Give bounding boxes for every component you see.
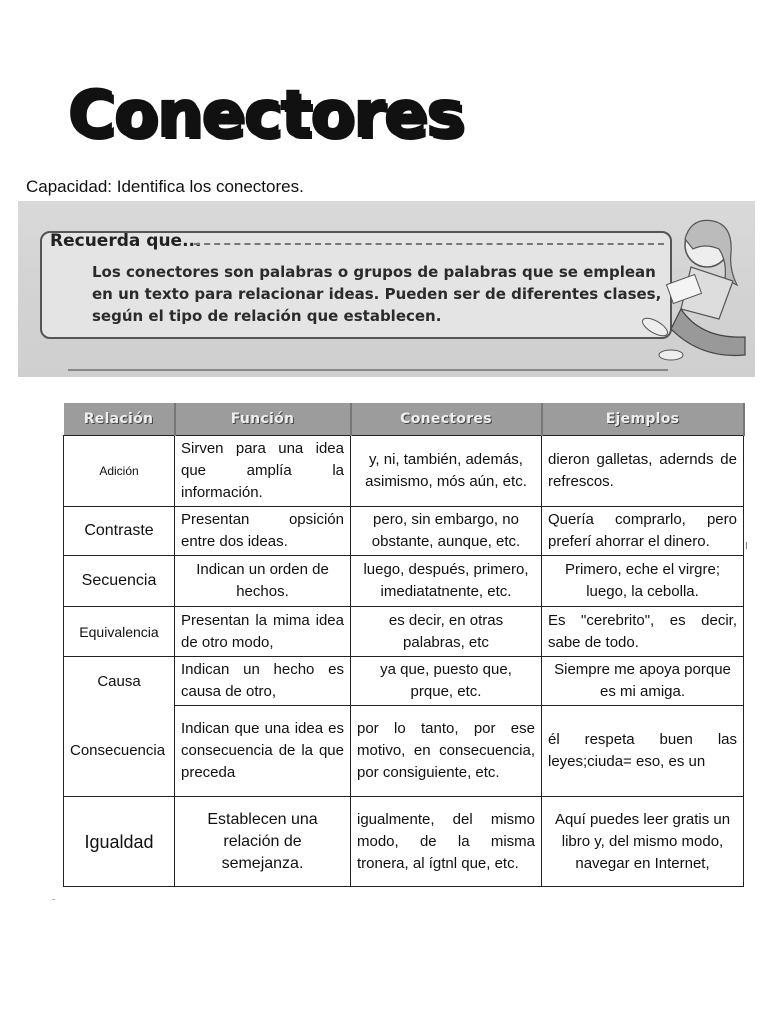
funcion-cell: Indican un hecho es causa de otro, [175,657,351,706]
table-row [64,556,744,607]
conectores-table [63,403,745,887]
conectores-cell: luego, después, primero, imediatatnente, etc. [351,556,542,607]
ejemplos-cell: Quería comprarlo, pero preferí ahorrar el dinero. [542,507,744,556]
relacion-cell: Igualdad [64,797,175,887]
relacion-cell: Causa [64,657,175,706]
conectores-cell: igualmente, del mismo modo, de la misma tronera, al ígtnl que, etc. [351,797,542,887]
ejemplos-cell: Es "cerebrito", es decir, sabe de todo. [542,607,744,657]
scan-mark: I [745,541,748,552]
conectores-cell: por lo tanto, por ese motivo, en consecuencia, por consiguiente, etc. [351,706,542,797]
divider [194,243,664,245]
funcion-cell: Presentan la mima idea de otro modo, [175,607,351,657]
funcion-cell: Sirven para una idea que amplía la información. [175,436,351,507]
table-row [64,507,744,556]
header-ejemplos: Ejemplos [542,403,744,436]
conectores-cell: y, ni, también, además, asimismo, mós aún, etc. [351,436,542,507]
relacion-cell: Secuencia [64,556,175,607]
ejemplos-cell: Primero, eche el virgre; luego, la cebolla. [542,556,744,607]
funcion-cell: Indican que una idea es consecuencia de la que preceda [175,706,351,797]
ejemplos-cell: Siempre me apoya porque es mi amiga. [542,657,744,706]
ejemplos-cell: Aquí puedes leer gratis un libro y, del mismo modo, navegar en Internet, [542,797,744,887]
table-row [64,706,744,797]
ejemplos-cell: él respeta buen las leyes;ciuda= eso, es un [542,706,744,797]
recuerda-heading: Recuerda que... [50,231,202,251]
conectores-cell: es decir, en otras palabras, etc [351,607,542,657]
table-row [64,797,744,887]
funcion-cell: Indican un orden de hechos. [175,556,351,607]
conectores-cell: pero, sin embargo, no obstante, aunque, etc. [351,507,542,556]
reading-girl-illustration [641,209,751,369]
funcion-cell: Presentan opsición entre dos ideas. [175,507,351,556]
table-header-row [64,403,744,436]
scan-mark: ˜ [52,898,56,909]
relacion-cell: Contraste [64,507,175,556]
funcion-cell: Establecen una relación de semejanza. [175,797,351,887]
relacion-cell: Equivalencia [64,607,175,657]
recuerda-image [18,201,755,377]
ejemplos-cell: dieron galletas, adernds de refrescos. [542,436,744,507]
recuerda-text: Los conectores son palabras o grupos de palabras que se emplean en un texto para relacionar ideas. Pueden ser de diferentes clases, según el tipo de relación que establecen. [92,263,662,325]
relacion-cell: Consecuencia [64,706,175,797]
table-row [64,657,744,706]
table-row [64,607,744,657]
capacity-line: Capacidad: Identifica los conectores. [26,177,304,196]
table-row [64,436,744,507]
relacion-cell: Adición [64,436,175,507]
divider [68,369,668,371]
header-funcion: Función [175,403,351,436]
header-conectores: Conectores [351,403,542,436]
conectores-cell: ya que, puesto que, prque, etc. [351,657,542,706]
page-title: Conectores [68,78,464,152]
header-relacion: Relación [64,403,175,436]
